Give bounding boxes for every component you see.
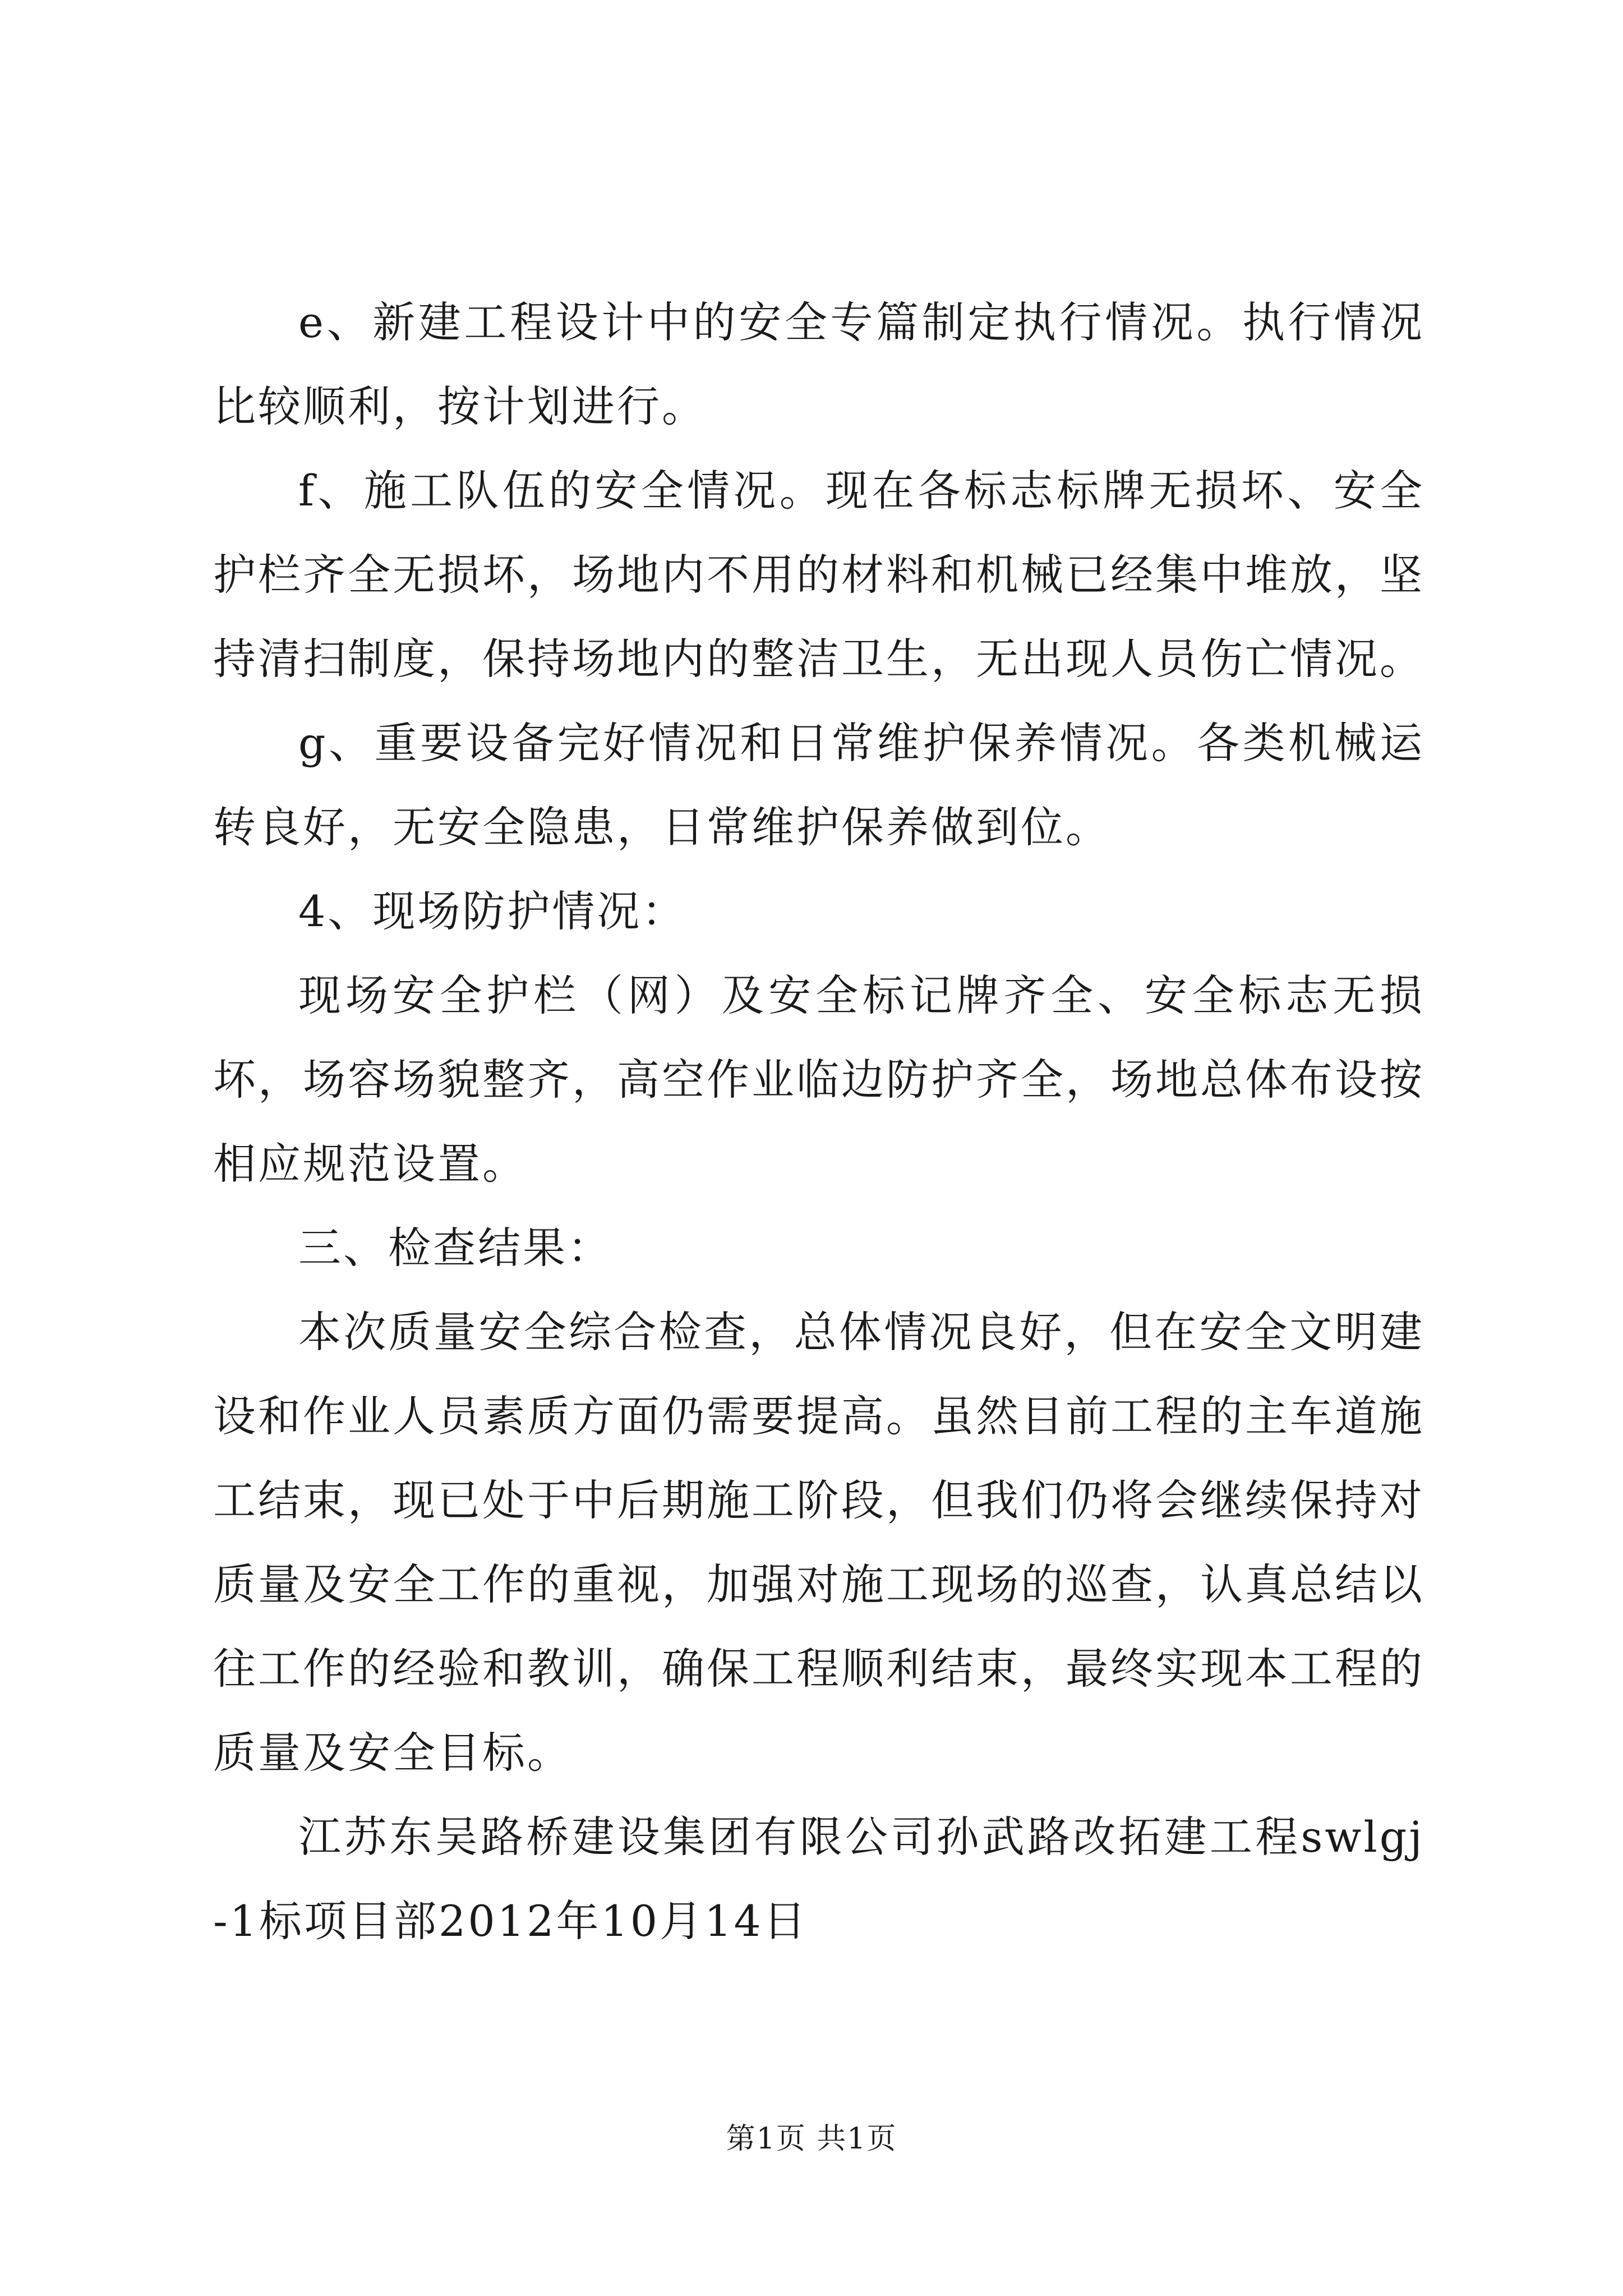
page-number-footer: 第1页 共1页: [726, 2122, 897, 2156]
paragraph-item-f: f、施工队伍的安全情况。现在各标志标牌无损坏、安全护栏齐全无损坏，场地内不用的材料和机械已经集中堆放，坚持清扫制度，保持场地内的整洁卫生，无出现人员伤亡情况。: [213, 466, 1424, 684]
signature-paragraph: 江苏东吴路桥建设集团有限公司孙武路改拓建工程swlgj-1标项目部2012年10月14日: [213, 1812, 1424, 1946]
section-heading-inspection-results: 三、检查结果：: [298, 1223, 612, 1273]
document-body: [213, 280, 1424, 1963]
paragraph-site-protection: 现场安全护栏（网）及安全标记牌齐全、安全标志无损坏，场容场貌整齐，高空作业临边防护齐全，场地总体布设按相应规范设置。: [213, 970, 1424, 1189]
paragraph-inspection-results: 本次质量安全综合检查，总体情况良好，但在安全文明建设和作业人员素质方面仍需要提高。虽然目前工程的主车道施工结束，现已处于中后期施工阶段，但我们仍将会继续保持对质量及安全工作的重视，加强对施工现场的巡查，认真总结以往工作的经验和教训，确保工程顺利结束，最终实现本工程的质量及安全目标。: [213, 1307, 1424, 1778]
paragraph-item-g: g、重要设备完好情况和日常维护保养情况。各类机械运转良好，无安全隐患，日常维护保养做到位。: [213, 718, 1424, 852]
section-heading-site-protection: 4、现场防护情况：: [298, 886, 687, 936]
paragraph-item-e: e、新建工程设计中的安全专篇制定执行情况。执行情况比较顺利，按计划进行。: [213, 297, 1424, 431]
